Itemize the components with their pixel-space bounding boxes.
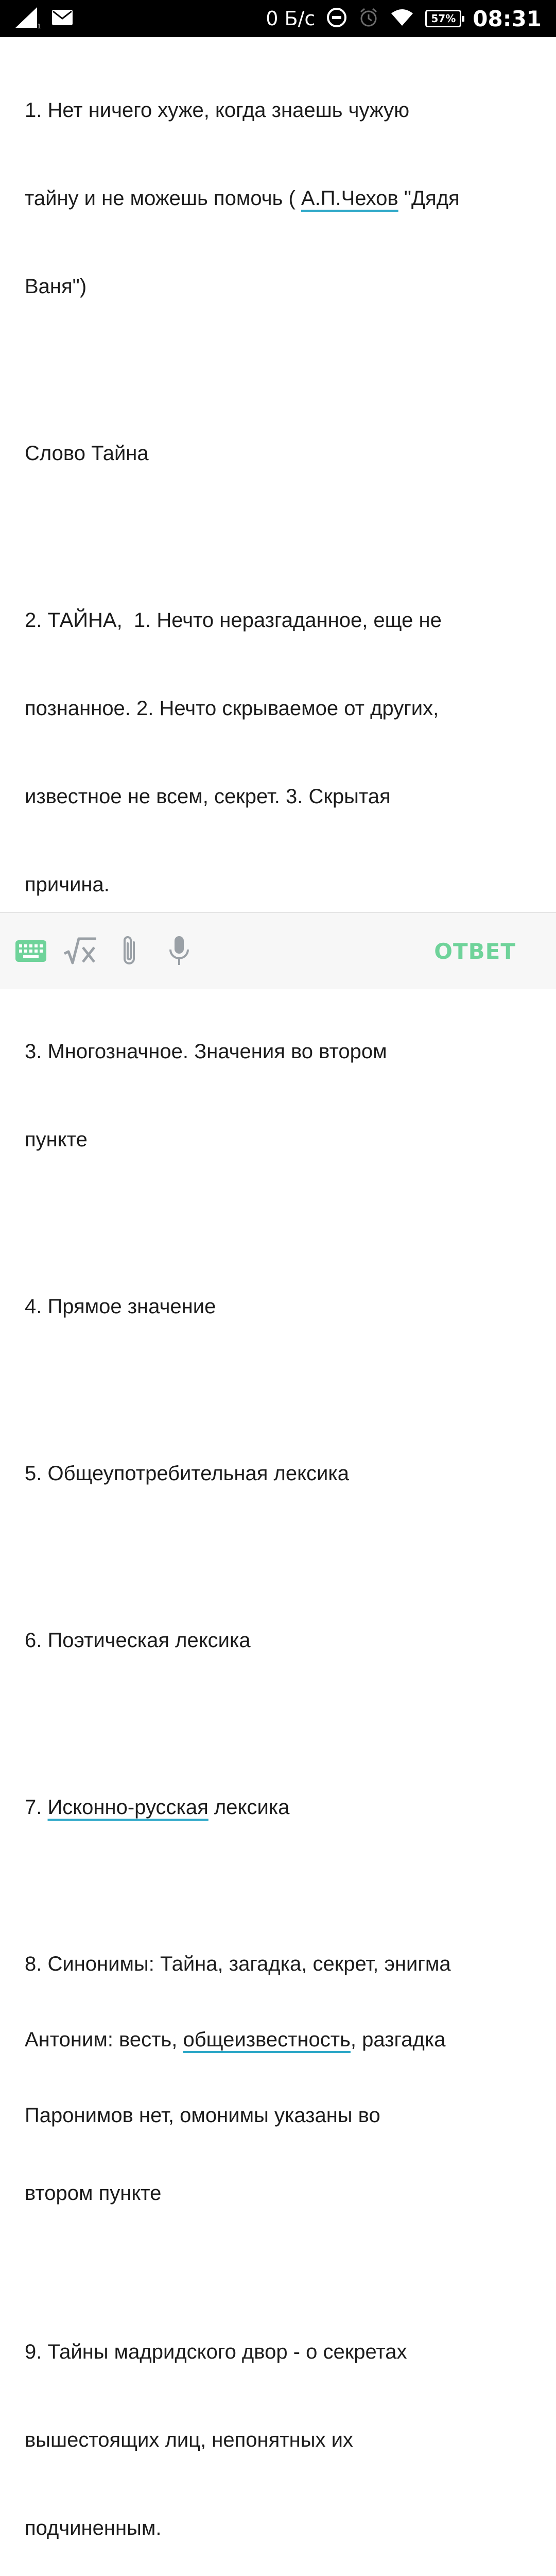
clock: 08:31 bbox=[473, 6, 542, 31]
svg-text:1: 1 bbox=[37, 22, 41, 30]
text-span: лексика bbox=[208, 1796, 290, 1819]
text-line: 9. Тайны мадридского двор - о секретах bbox=[25, 2341, 407, 2363]
alarm-icon bbox=[358, 7, 379, 30]
wifi-icon bbox=[390, 8, 414, 29]
mic-icon[interactable] bbox=[163, 935, 196, 968]
paragraph-3 bbox=[25, 978, 534, 1213]
keyboard-icon[interactable] bbox=[14, 935, 47, 968]
text-span: Антоним: весть, bbox=[25, 2028, 183, 2051]
link-iskonno-russkaya[interactable]: Исконно-русская bbox=[47, 1796, 208, 1819]
text-line: 1. Нет ничего хуже, когда знаешь чужую bbox=[25, 99, 410, 122]
attach-icon[interactable] bbox=[113, 935, 146, 968]
signal-icon bbox=[14, 6, 40, 31]
text-line: познанное. 2. Нечто скрываемое от других, bbox=[25, 697, 439, 720]
text-line: 2. ТАЙНА, 1. Нечто неразгаданное, еще не bbox=[25, 609, 442, 632]
text-line: 6. Поэтическая лексика bbox=[25, 1629, 251, 1652]
paragraph-5 bbox=[25, 1400, 534, 1547]
text-span: "Дядя bbox=[398, 187, 460, 210]
paragraph-6 bbox=[25, 1567, 534, 1714]
text-line: известное не всем, секрет. 3. Скрытая bbox=[25, 785, 391, 808]
status-left bbox=[14, 6, 84, 31]
paragraph-4 bbox=[25, 1233, 534, 1380]
answer-button[interactable]: ОТВЕТ bbox=[434, 938, 516, 964]
text-line: причина. bbox=[25, 873, 110, 896]
text-line: 3. Многозначное. Значения во втором bbox=[25, 1040, 387, 1063]
text-line: пункте bbox=[25, 1128, 88, 1151]
network-speed: 0 Б/с bbox=[266, 7, 316, 30]
text-span: , разгадка bbox=[350, 2028, 446, 2051]
text-line: Ваня") bbox=[25, 275, 87, 298]
text-line: втором пункте bbox=[25, 2182, 162, 2205]
text-span: 7. bbox=[25, 1796, 48, 1819]
text-span: тайну и не можешь помочь ( bbox=[25, 187, 301, 210]
battery-icon bbox=[425, 10, 461, 27]
block-icon bbox=[326, 7, 347, 30]
battery-level: 57% bbox=[431, 12, 456, 25]
mail-icon bbox=[51, 9, 73, 28]
text-line: подчиненным. bbox=[25, 2517, 162, 2539]
text-line: Паронимов нет, омонимы указаны во bbox=[25, 2104, 380, 2127]
text-line: 4. Прямое значение bbox=[25, 1295, 216, 1318]
formula-icon[interactable] bbox=[64, 935, 97, 968]
text-line: вышестоящих лиц, непонятных их bbox=[25, 2429, 353, 2451]
paragraph-9 bbox=[25, 2279, 534, 2576]
paragraph-2 bbox=[25, 547, 534, 958]
text-line bbox=[25, 2027, 534, 2053]
paragraph-1 bbox=[25, 37, 534, 360]
link-obshcheizvestnost[interactable]: общеизвестность bbox=[183, 2028, 351, 2051]
reply-toolbar bbox=[0, 912, 556, 989]
paragraph-word bbox=[25, 380, 534, 527]
status-right bbox=[254, 6, 542, 31]
text-line: 8. Синонимы: Тайна, загадка, секрет, энигма bbox=[25, 1953, 451, 1975]
text-line bbox=[25, 1793, 534, 1822]
text-line bbox=[25, 184, 534, 213]
paragraph-7 bbox=[25, 1734, 534, 1881]
status-bar bbox=[0, 0, 556, 37]
link-chekhov[interactable]: А.П.Чехов bbox=[301, 187, 398, 210]
text-line: Слово Тайна bbox=[25, 442, 149, 465]
paragraph-8 bbox=[25, 1901, 534, 2259]
text-line: 5. Общеупотребительная лексика bbox=[25, 1462, 349, 1485]
